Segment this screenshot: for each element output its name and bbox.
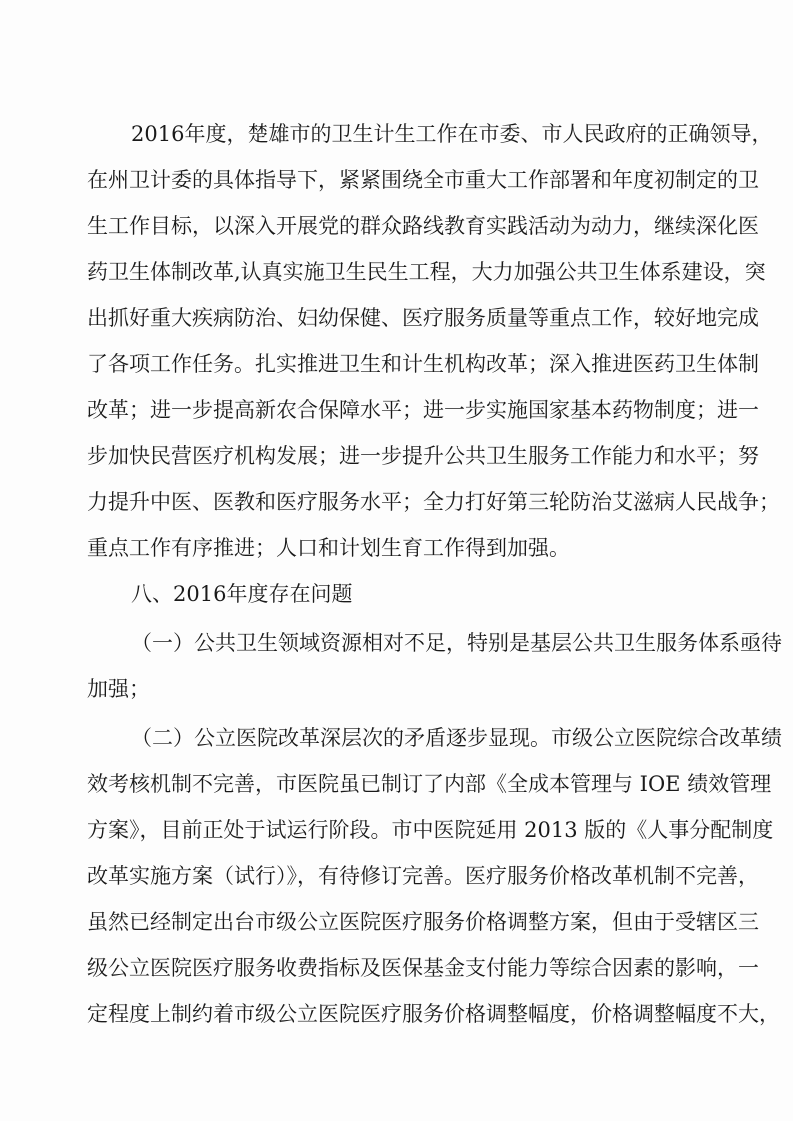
paragraph-line: 步加快民营医疗机构发展；进一步提升公共卫生服务工作能力和水平；努	[87, 444, 759, 468]
paragraph-line: 改革实施方案（试行）》，有待修订完善。医疗服务价格改革机制不完善，	[87, 864, 759, 888]
paragraph-line: （一）公共卫生领域资源相对不足，特别是基层公共卫生服务体系亟待	[131, 631, 782, 655]
paragraph-line: 方案》，目前正处于试运行阶段。市中医院延用 2013 版的《人事分配制度	[87, 818, 774, 842]
paragraph-line: 重点工作有序推进；人口和计划生育工作得到加强。	[87, 536, 570, 560]
paragraph-line: 虽然已经制定出台市级公立医院医疗服务价格调整方案，但由于受辖区三	[87, 910, 759, 934]
paragraph-line: 2016年度，楚雄市的卫生计生工作在市委、市人民政府的正确领导，	[131, 122, 773, 146]
paragraph-line: 生工作目标，以深入开展党的群众路线教育实践活动为动力，继续深化医	[87, 214, 759, 238]
paragraph-line: 定程度上制约着市级公立医院医疗服务价格调整幅度，价格调整幅度不大，	[87, 1002, 780, 1026]
paragraph-line: （二）公立医院改革深层次的矛盾逐步显现。市级公立医院综合改革绩	[131, 726, 782, 750]
section-heading: 八、2016年度存在问题	[131, 582, 353, 606]
paragraph-line: 了各项工作任务。扎实推进卫生和计生机构改革；深入推进医药卫生体制	[87, 352, 759, 376]
paragraph-line: 力提升中医、医教和医疗服务水平；全力打好第三轮防治艾滋病人民战争；	[87, 490, 780, 514]
paragraph-line: 在州卫计委的具体指导下，紧紧围绕全市重大工作部署和年度初制定的卫	[87, 168, 759, 192]
paragraph-line: 加强；	[87, 677, 150, 701]
paragraph-line: 出抓好重大疾病防治、妇幼保健、医疗服务质量等重点工作，较好地完成	[87, 306, 759, 330]
paragraph-line: 效考核机制不完善，市医院虽已制订了内部《全成本管理与 IOE 绩效管理	[87, 772, 772, 796]
paragraph-line: 药卫生体制改革,认真实施卫生民生工程，大力加强公共卫生体系建设，突	[87, 260, 766, 284]
paragraph-line: 改革；进一步提高新农合保障水平；进一步实施国家基本药物制度；进一	[87, 398, 759, 422]
paragraph-line: 级公立医院医疗服务收费指标及医保基金支付能力等综合因素的影响，一	[87, 956, 759, 980]
